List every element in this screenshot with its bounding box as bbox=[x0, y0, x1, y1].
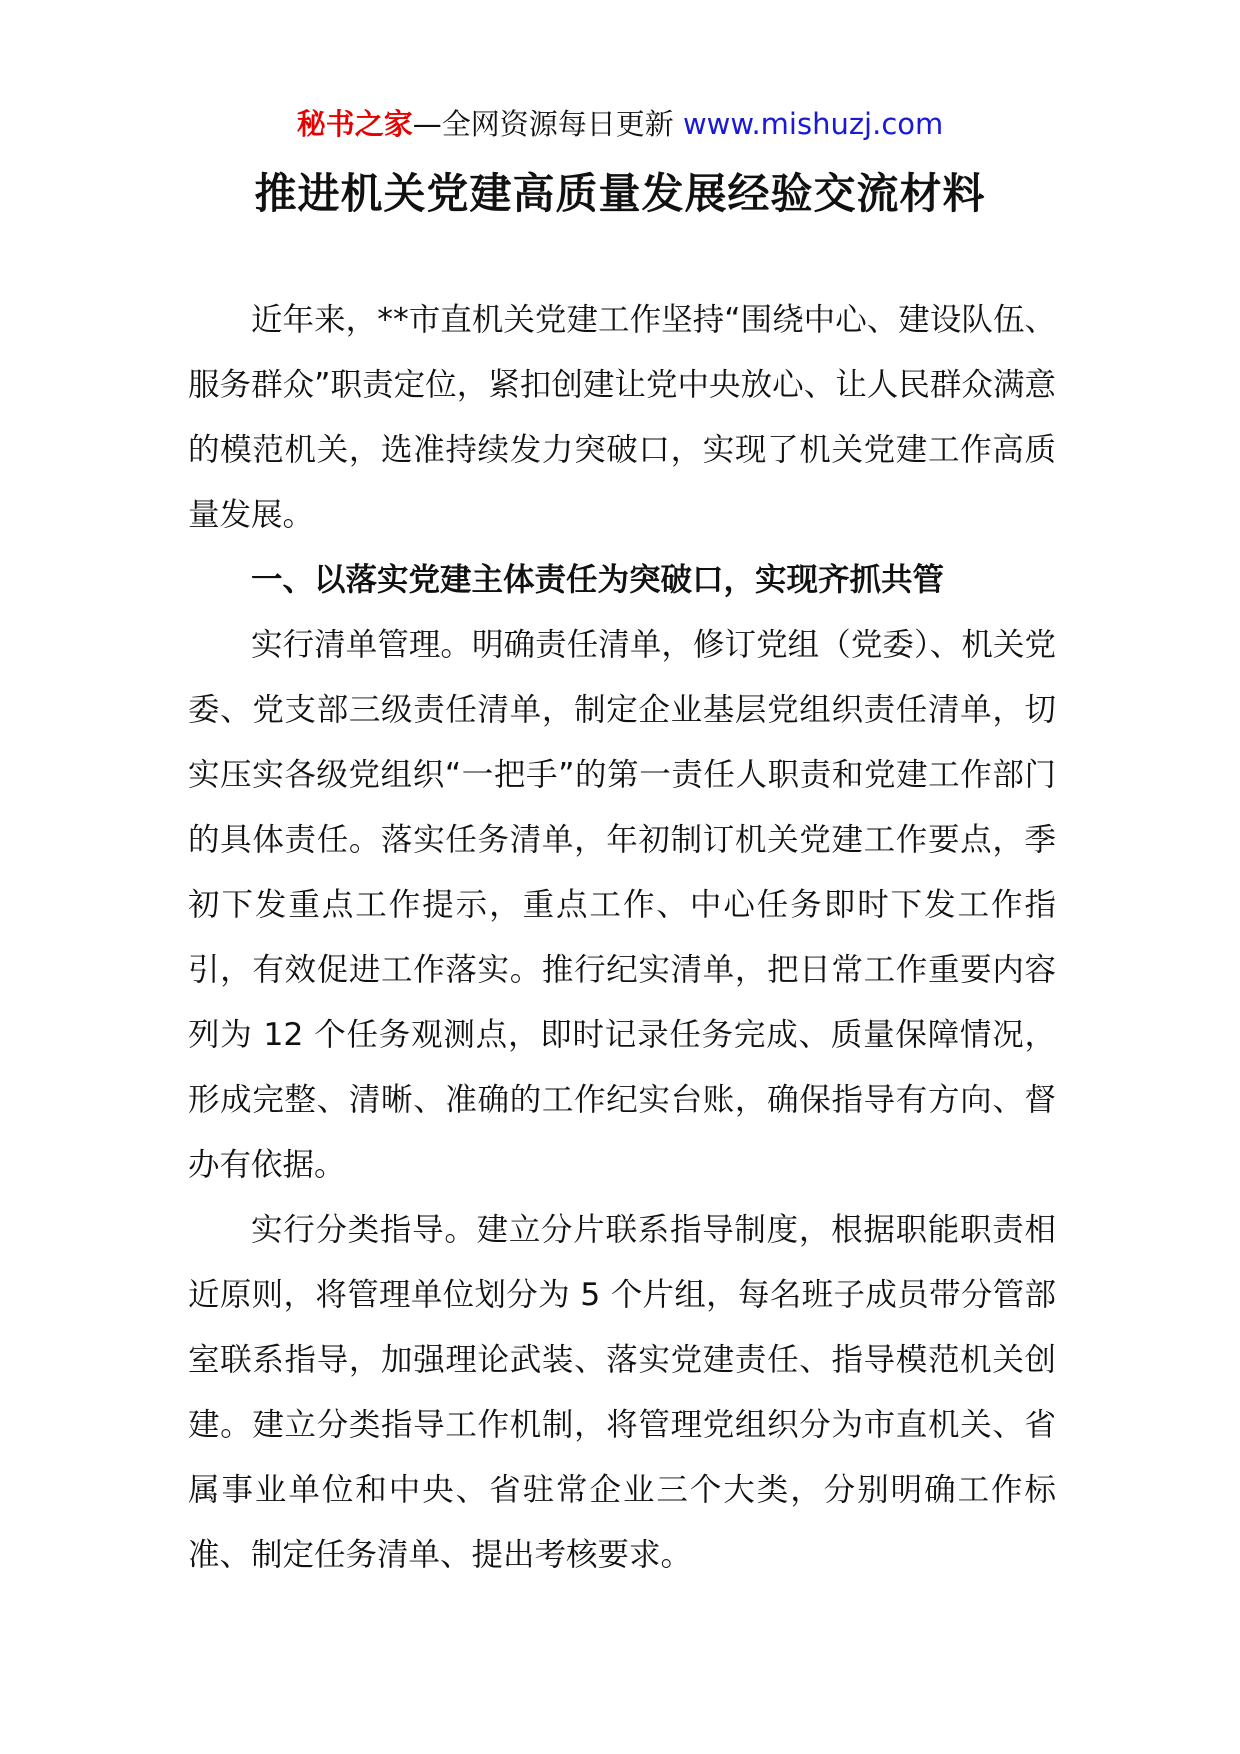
paragraph-intro: 近年来，**市直机关党建工作坚持“围绕中心、建设队伍、服务群众”职责定位，紧扣创建让党中央放心、让人民群众满意的模范机关，选准持续发力突破口，实现了机关党建工作高质量发展。 bbox=[188, 302, 1056, 533]
paragraph-checklist-management: 实行清单管理。明确责任清单，修订党组（党委）、机关党委、党支部三级责任清单，制定企业基层党组织责任清单，切实压实各级党组织“一把手”的第一责任人职责和党建工作部门的具体责任。落实任务清单，年初制订机关党建工作要点，季初下发重点工作提示，重点工作、中心任务即时下发工作指引，有效促进工作落实。推行纪实清单，把日常工作重要内容列为 12 个任务观测点，即时记录任务完成、质量保障情况，形成完整、清晰、准确的工作纪实台账，确保指导有方向、督办有依据。 bbox=[188, 627, 1056, 1183]
banner-url-link[interactable]: www.mishuzj.com bbox=[682, 107, 944, 141]
section-heading-1: 一、以落实党建主体责任为突破口，实现齐抓共管 bbox=[251, 562, 945, 598]
site-banner bbox=[0, 104, 1240, 144]
document-body bbox=[188, 288, 1056, 1588]
document-title: 推进机关党建高质量发展经验交流材料 bbox=[254, 169, 986, 218]
paragraph-classified-guidance: 实行分类指导。建立分片联系指导制度，根据职能职责相近原则，将管理单位划分为 5 个片组，每名班子成员带分管部室联系指导，加强理论武装、落实党建责任、指导模范机关创建。建立分类指导工作机制，将管理党组织分为市直机关、省属事业单位和中央、省驻常企业三个大类，分别明确工作标准、制定任务清单、提出考核要求。 bbox=[188, 1212, 1056, 1573]
banner-brand: 秘书之家 bbox=[296, 107, 413, 141]
banner-slogan: —全网资源每日更新 bbox=[412, 107, 683, 141]
